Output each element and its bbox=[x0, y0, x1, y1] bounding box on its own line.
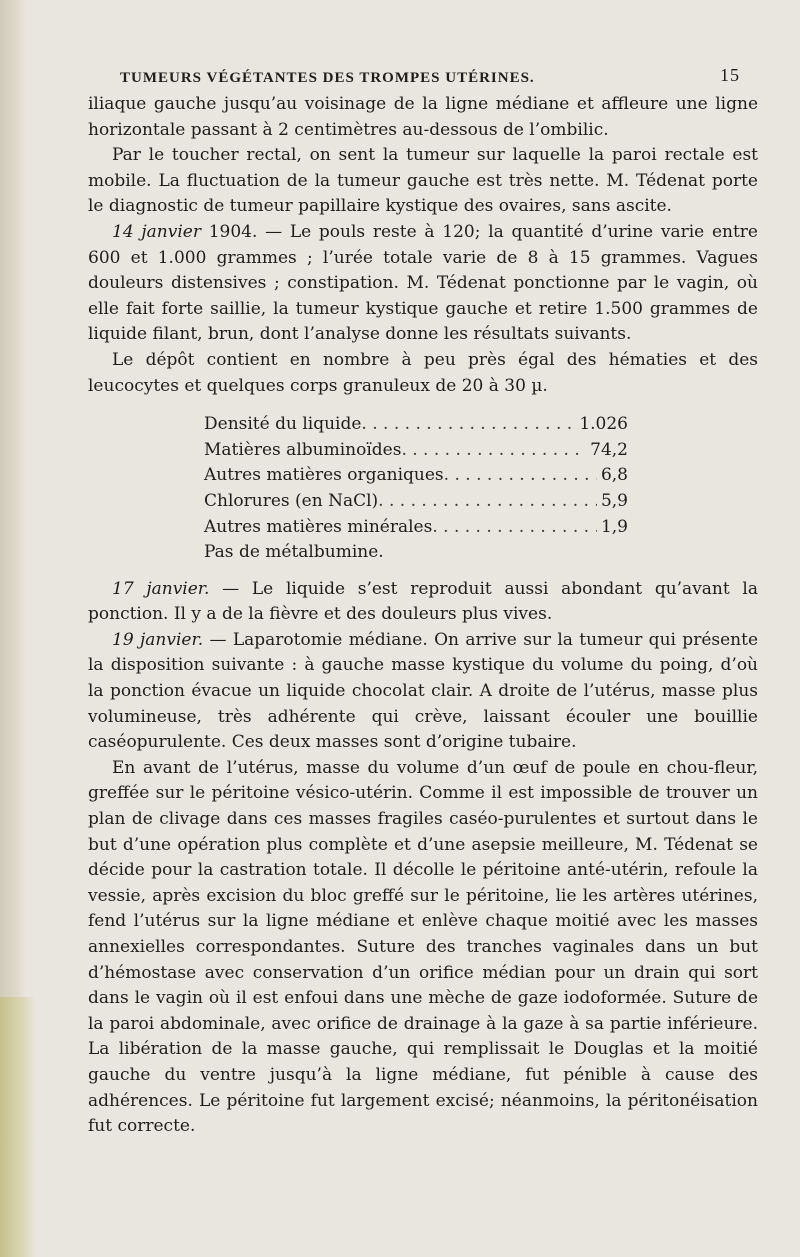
paragraph-4: Le dépôt contient en nombre à peu près égal des hématies et des leucocytes et quelques corps granuleux de 20 à 30 µ. bbox=[88, 349, 758, 396]
analysis-row: Chlorures (en NaCl) . . . 5,9 bbox=[204, 489, 628, 515]
book-page bbox=[88, 60, 758, 1140]
paragraph-3-text: 1904. — Le pouls reste à 120; la quantité d’urine varie entre 600 et 1.000 grammes ; l’urée totale varie de 8 à 15 grammes. Vagues douleurs distensives ; constipation. M. Tédenat ponctionne par le vagin, où elle fait forte saillie, la tumeur kystique gauche et retire 1.500 grammes de liquide filant, brun, dont l’analyse donne les résultats suivants. bbox=[88, 221, 758, 345]
analysis-row: Matières albuminoïdes . . . 74,2 bbox=[204, 438, 628, 464]
date-17-janvier: 17 janvier. bbox=[112, 578, 210, 599]
analysis-note: Pas de métalbumine. bbox=[204, 542, 384, 563]
analysis-row: Autres matières organiques . . . 6,8 bbox=[204, 463, 628, 489]
running-header bbox=[88, 60, 758, 92]
paragraph-6 bbox=[88, 628, 758, 756]
paragraph-5-text: — Le liquide s’est reproduit aussi abondant qu’avant la ponction. Il y a de la fièvre et des douleurs plus vives. bbox=[88, 578, 758, 625]
paragraph-5 bbox=[88, 577, 758, 628]
paragraph-7: En avant de l’utérus, masse du volume d’un œuf de poule en chou-fleur, greffée sur le péritoine vésico-utérin. Comme il est impossible de trouver un plan de clivage dans ces masses fragiles caséo-purulentes et surtout dans le but d’une opération plus complète et d’une asepsie meilleure, M. Tédenat se décide pour la castration totale. Il décolle le péritoine anté-utérin, refoule la vessie, après excision du bloc greffé sur le péritoine, lie les artères utérines, fend l’utérus sur la ligne médiane et enlève chaque moitié avec les masses annexielles correspondantes. Suture des tranches vaginales dans un but d’hémostase avec conservation d’un orifice médian pour un drain qui sort dans le vagin où il est enfoui dans une mèche de gaze iodoformée. Suture de la paroi abdominale, avec orifice de drainage à la gaze à sa partie inférieure. La libération de la masse gauche, qui remplissait le Douglas et la moitié gauche du ventre jusqu’à la ligne médiane, fut pénible à cause des adhérences. Le péritoine fut largement excisé; néanmoins, la péritonéisation fut correcte. bbox=[88, 757, 758, 1137]
paragraph-2: Par le toucher rectal, on sent la tumeur sur laquelle la paroi rectale est mobile. La fluctuation de la tumeur gauche est très nette. M. Tédenat porte le diagnostic de tumeur papillaire kystique des ovaires, sans ascite. bbox=[88, 145, 758, 217]
date-19-janvier: 19 janvier. bbox=[112, 629, 204, 650]
paragraph-1: iliaque gauche jusqu’au voisinage de la ligne médiane et affleure une ligne horizontale passant à 2 centimètres au-dessous de l’ombilic. bbox=[88, 94, 758, 140]
liquid-analysis-table bbox=[204, 412, 628, 566]
page-edge-stain bbox=[0, 997, 36, 1257]
analysis-row: Densité du liquide . . . 1.026 bbox=[204, 412, 628, 438]
paragraph-6-text: — Laparotomie médiane. On arrive sur la tumeur qui présente la disposition suivante : à gauche masse kystique du volume du poing, d’où la ponction évacue un liquide chocolat clair. A droite de l’utérus, masse plus volumineuse, très adhérente qui crève, laissant écouler une bouillie caséopurulente. Ces deux masses sont d’origine tubaire. bbox=[88, 629, 759, 753]
paragraph-3 bbox=[88, 220, 758, 348]
date-14-janvier: 14 janvier bbox=[112, 221, 201, 242]
page-number: 15 bbox=[720, 65, 740, 85]
analysis-row: Autres matières minérales . . . 1,9 bbox=[204, 515, 628, 541]
running-title: TUMEURS VÉGÉTANTES DES TROMPES UTÉRINES. bbox=[120, 70, 535, 86]
